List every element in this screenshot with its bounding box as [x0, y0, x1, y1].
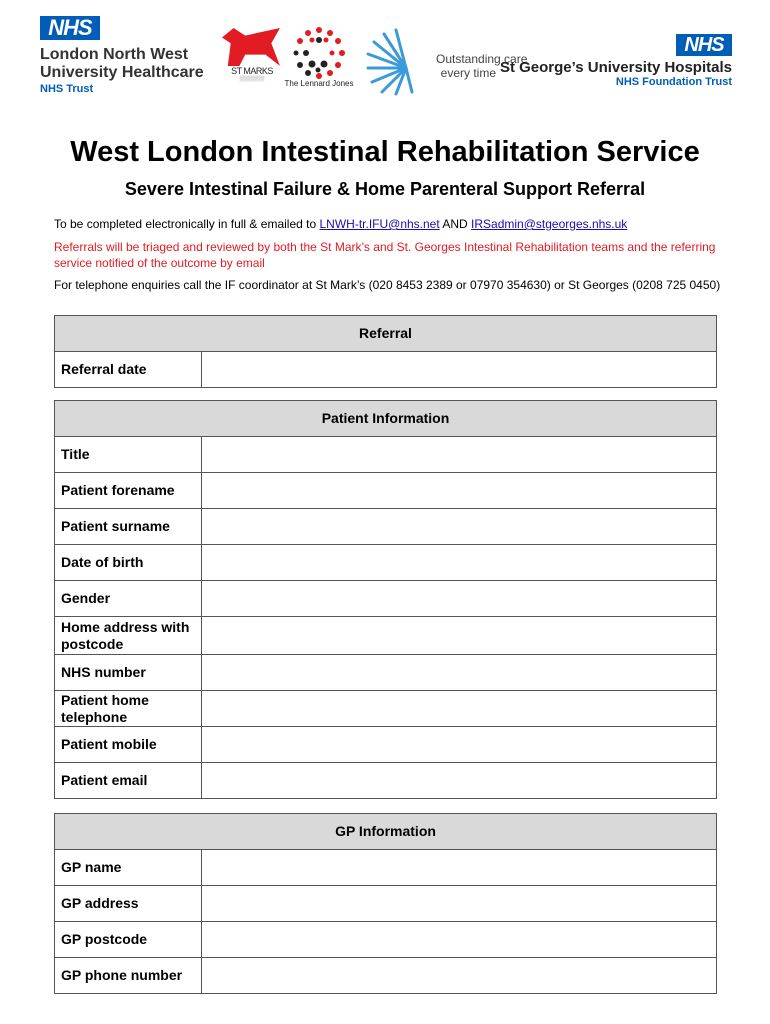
page-subtitle: Severe Intestinal Failure & Home Parenteral Support Referral — [124, 179, 646, 199]
lnwh-logo — [40, 16, 204, 95]
field-input[interactable] — [202, 886, 717, 922]
field-label: Referral date — [55, 352, 202, 388]
instructions-and: AND — [439, 217, 472, 231]
form-row — [55, 727, 717, 763]
email-link-stgeorges[interactable]: IRSadmin@stgeorges.nhs.uk — [471, 217, 628, 231]
field-label: Date of birth — [55, 545, 202, 581]
field-label: Home address with postcode — [55, 617, 202, 655]
field-input[interactable] — [202, 473, 717, 509]
field-input[interactable] — [202, 763, 717, 799]
field-label: GP phone number — [55, 958, 202, 994]
form-row — [55, 886, 717, 922]
field-input[interactable] — [202, 850, 717, 886]
form-row — [55, 545, 717, 581]
field-label: Gender — [55, 581, 202, 617]
st-marks-name: ST MARKS — [231, 66, 273, 76]
field-input[interactable] — [202, 655, 717, 691]
telephone-notice: For telephone enquiries call the IF coordinator at St Mark’s (020 8453 2389 or 07970 354630) or St Georges (0208 725 0450) — [54, 278, 721, 292]
field-label: GP name — [55, 850, 202, 886]
email-link-lnwh[interactable]: LNWH-tr.IFU@nhs.net — [319, 217, 440, 231]
section-table-patient-information — [54, 400, 717, 799]
form-row — [55, 437, 717, 473]
section-header: Referral — [55, 316, 717, 352]
instructions-email — [54, 216, 724, 232]
st-georges-trust: NHS Foundation Trust — [615, 76, 732, 88]
dot-ring-icon — [292, 26, 346, 80]
lennard-jones-name: The Lennard Jones — [284, 79, 354, 88]
form-row — [55, 958, 717, 994]
form-row — [55, 473, 717, 509]
section-header: Patient Information — [55, 401, 717, 437]
field-label: Patient mobile — [55, 727, 202, 763]
field-input[interactable] — [202, 691, 717, 727]
lion-icon — [222, 28, 280, 66]
starburst-icon — [366, 28, 436, 96]
field-input[interactable] — [202, 545, 717, 581]
field-input[interactable] — [202, 509, 717, 545]
page-title: West London Intestinal Rehabilitation Service — [70, 136, 700, 168]
field-label: Patient surname — [55, 509, 202, 545]
form-row — [55, 763, 717, 799]
field-label: GP postcode — [55, 922, 202, 958]
nhs-badge: NHS — [676, 34, 732, 56]
form-row — [55, 617, 717, 655]
st-georges-logo — [498, 34, 732, 88]
field-label: NHS number — [55, 655, 202, 691]
st-georges-org: St George’s University Hospitals — [499, 59, 732, 76]
lennard-jones-logo — [283, 26, 355, 88]
field-input[interactable] — [202, 617, 717, 655]
form-row — [55, 691, 717, 727]
field-input[interactable] — [202, 352, 717, 388]
section-table-referral — [54, 315, 717, 388]
form-row — [55, 352, 717, 388]
form-row — [55, 509, 717, 545]
field-input[interactable] — [202, 727, 717, 763]
field-label: Patient home telephone — [55, 691, 202, 727]
field-label: Title — [55, 437, 202, 473]
triage-notice: Referrals will be triaged and reviewed by both the St Mark’s and St. Georges Intestinal Rehabilitation teams and the referring service notified of the outcome by email — [54, 240, 716, 270]
nhs-badge: NHS — [40, 16, 100, 40]
field-label: GP address — [55, 886, 202, 922]
form-row — [55, 850, 717, 886]
form-row — [55, 581, 717, 617]
instructions-prefix: To be completed electronically in full & emailed to — [54, 217, 320, 231]
form-row — [55, 922, 717, 958]
field-input[interactable] — [202, 958, 717, 994]
field-label: Patient forename — [55, 473, 202, 509]
st-marks-logo: ST MARKS ▒▒▒▒▒▒▒ — [222, 28, 282, 82]
lnwh-org-line2: University Healthcare — [40, 64, 204, 81]
st-georges-tagline-logo — [366, 28, 528, 101]
tagline-line2: every time — [440, 66, 496, 80]
lnwh-trust: NHS Trust — [40, 83, 94, 95]
field-input[interactable] — [202, 581, 717, 617]
lnwh-org-line1: London North West — [40, 46, 189, 63]
form-row — [55, 655, 717, 691]
field-input[interactable] — [202, 922, 717, 958]
field-input[interactable] — [202, 437, 717, 473]
tagline-line1: Outstanding care — [436, 52, 528, 66]
field-label: Patient email — [55, 763, 202, 799]
section-header: GP Information — [55, 814, 717, 850]
section-table-gp-information — [54, 813, 717, 994]
